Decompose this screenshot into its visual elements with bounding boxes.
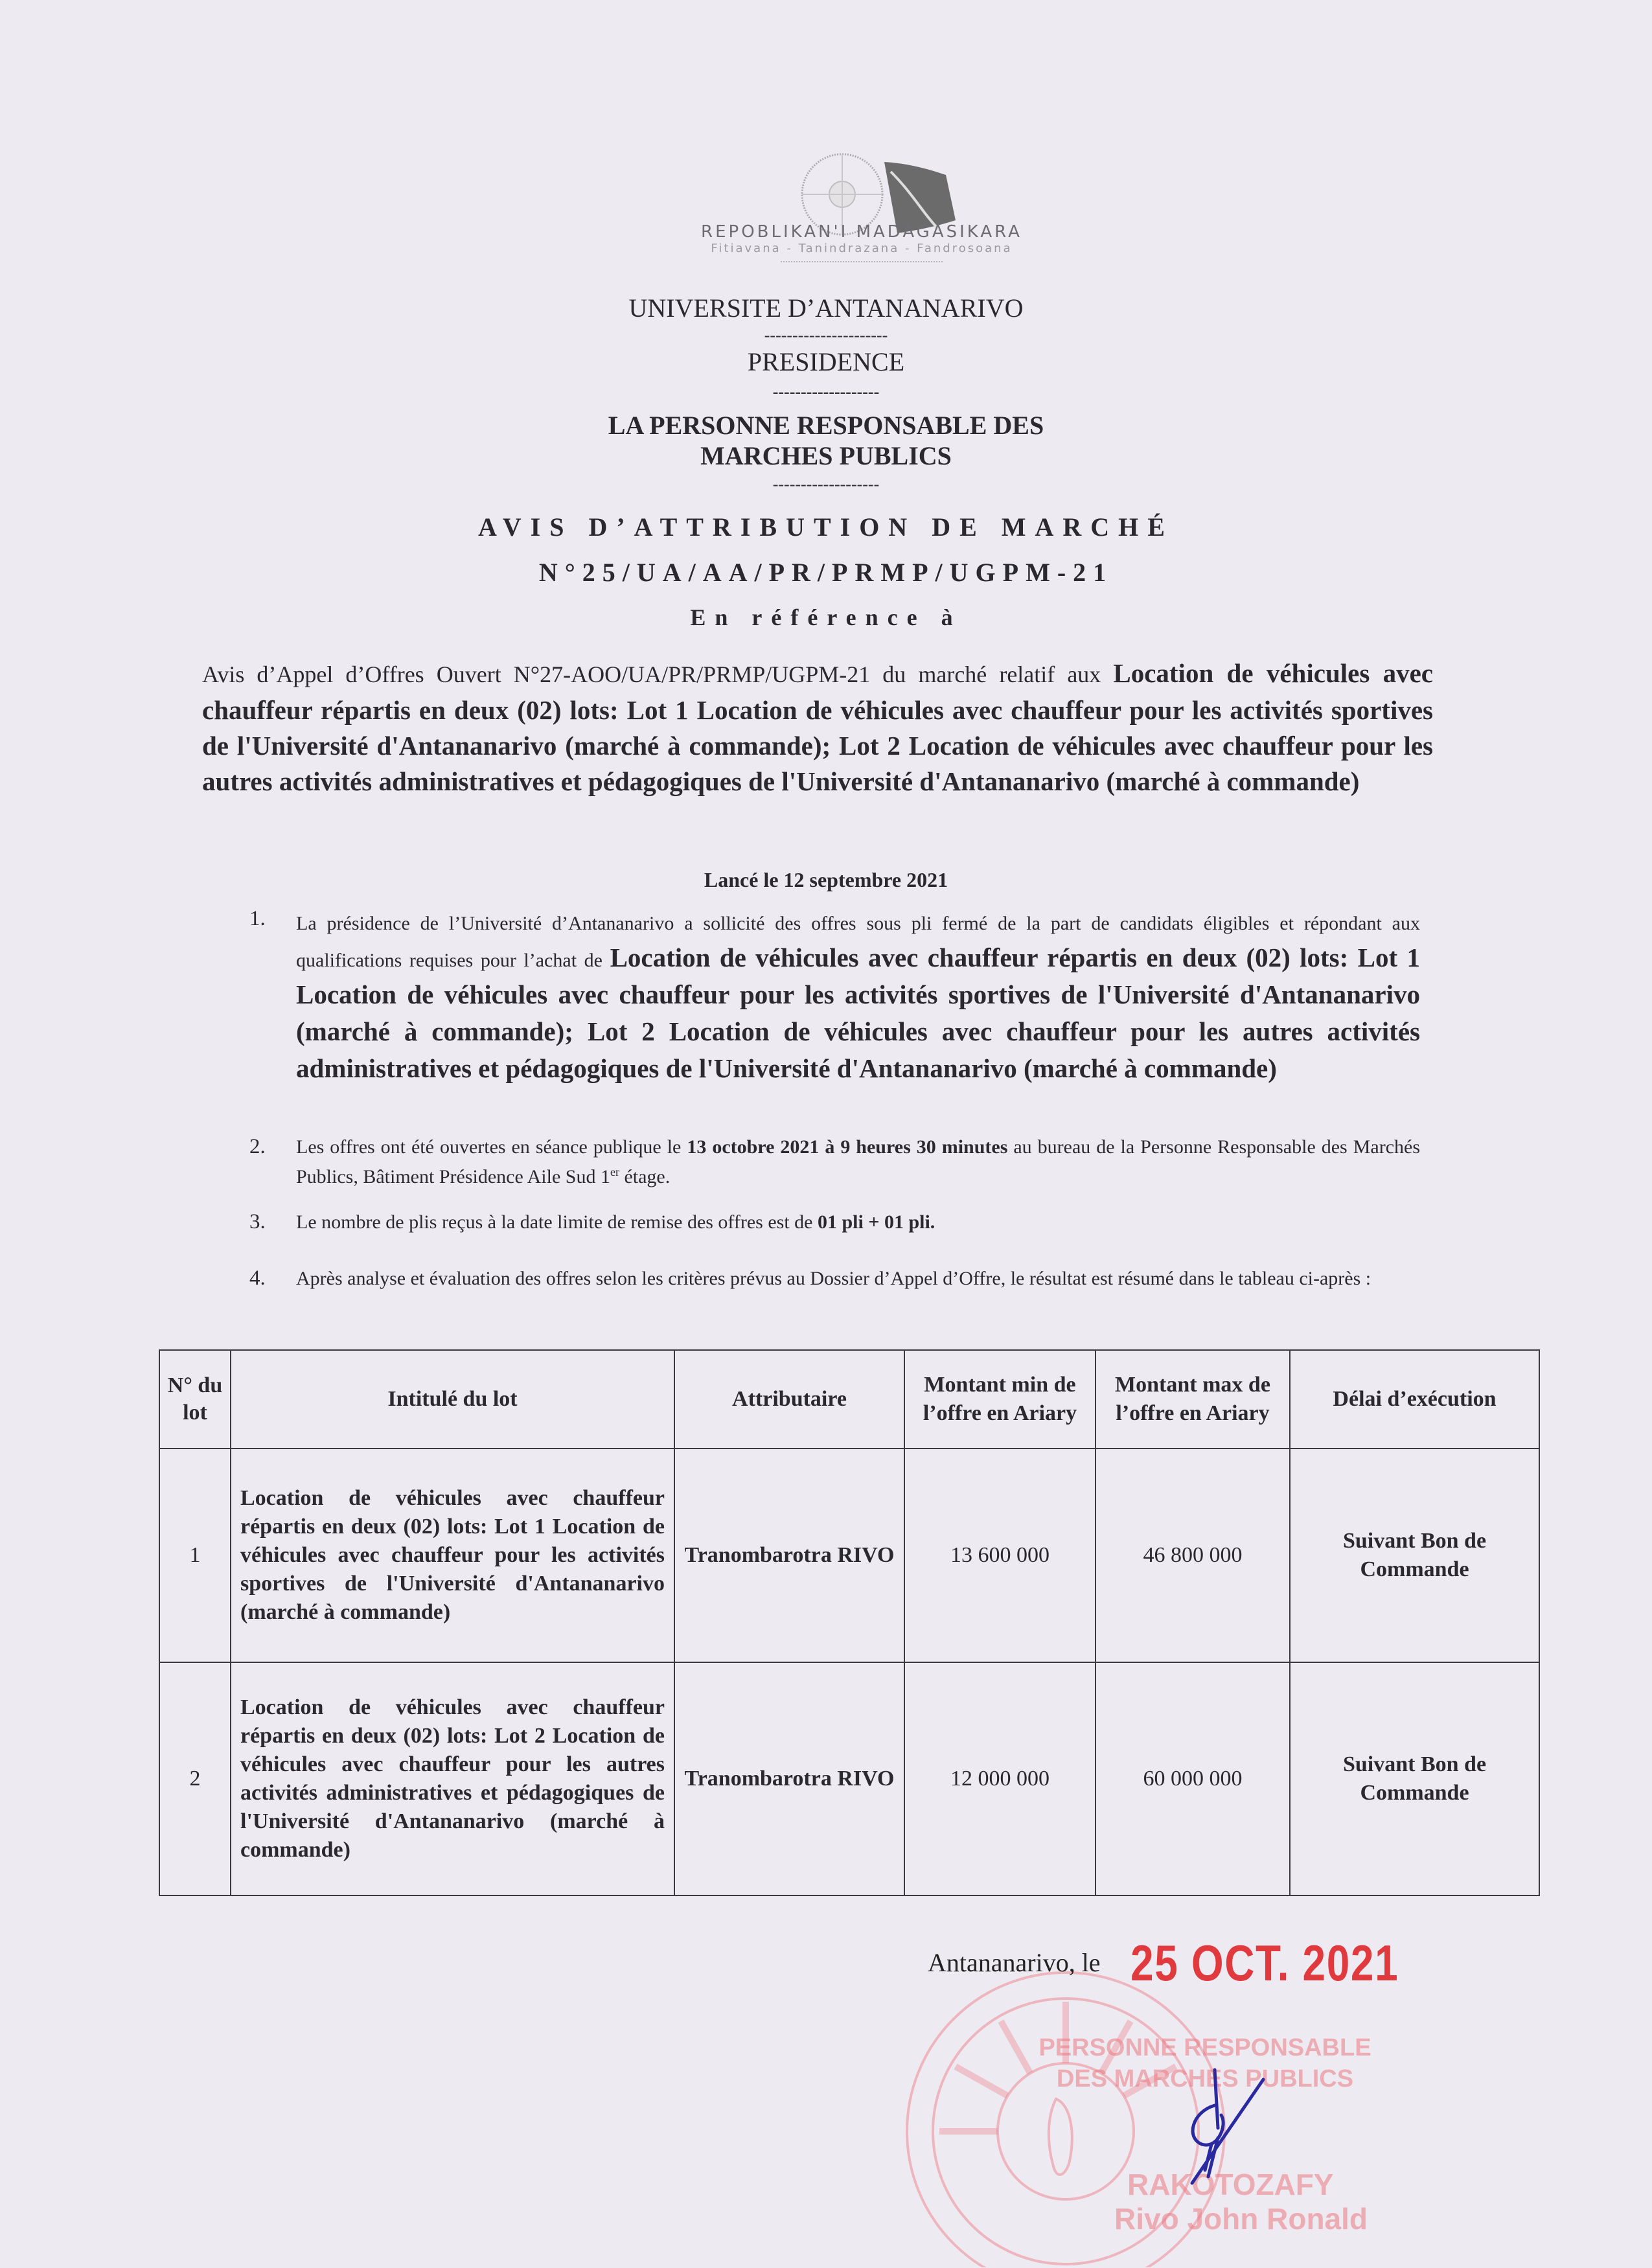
item-text	[296, 1135, 1420, 1189]
item-number: 3.	[249, 1210, 266, 1233]
header-lot-number: N° du lot	[159, 1350, 231, 1449]
separator: ----------------------	[764, 326, 888, 345]
separator: -------------------	[772, 475, 880, 494]
cell-max-amount: 46 800 000	[1096, 1449, 1290, 1662]
stamp-name-line-2: Rivo John Ronald	[1114, 2202, 1368, 2236]
item-text-a: Les offres ont été ouvertes en séance publique le	[296, 1136, 687, 1158]
stamp-name-line-1: RAKOTOZAFY	[1127, 2168, 1334, 2201]
cell-lot-number: 2	[159, 1662, 231, 1896]
table-row	[159, 1662, 1539, 1896]
department-name: PRESIDENCE	[747, 347, 905, 376]
cell-max-amount: 60 000 000	[1096, 1662, 1290, 1896]
reference-label: En référence à	[690, 604, 962, 630]
cell-min-amount: 12 000 000	[904, 1662, 1096, 1896]
notice-title: AVIS D’ATTRIBUTION DE MARCHÉ	[478, 512, 1174, 542]
intro-paragraph	[202, 656, 1433, 799]
table-row	[159, 1449, 1539, 1662]
item-text	[296, 1210, 1420, 1235]
header-max-amount: Montant max de l’offre en Ariary	[1096, 1350, 1290, 1449]
intro-lead: Avis d’Appel d’Offres Ouvert N°27-AOO/UA/PR/PRMP/UGPM-21 du marché relatif aux	[202, 661, 1114, 687]
signing-place-label: Antananarivo, le	[928, 1948, 1101, 1977]
date-stamp: 25 OCT. 2021	[1130, 1934, 1399, 1991]
notice-number: N°25/UA/AA/PR/PRMP/UGPM-21	[538, 558, 1114, 587]
item-number: 4.	[249, 1266, 266, 1290]
stamp-title-line-1: PERSONNE RESPONSABLE	[1038, 2034, 1371, 2061]
item-number: 2.	[249, 1135, 266, 1158]
item-text: Après analyse et évaluation des offres selon les critères prévus au Dossier d’Appel d’Offre, le résultat est résumé dans le tableau ci-après :	[296, 1268, 1371, 1289]
item-text-bold: 13 octobre 2021 à 9 heures 30 minutes	[687, 1136, 1008, 1158]
logo-caption-motto: Fitiavana - Tanindrazana - Fandrosoana	[711, 242, 1013, 255]
item-text-bold: 01 pli + 01 pli.	[818, 1211, 935, 1233]
cell-lot-title: Location de véhicules avec chauffeur répartis en deux (02) lots: Lot 2 Location de véhicules avec chauffeur pour les autres activités administratives et pédagogiques de l'Université d'Antananarivo (marché à commande)	[231, 1662, 674, 1896]
award-results-table	[159, 1349, 1540, 1896]
item-text	[296, 907, 1420, 1088]
item-text-a: Le nombre de plis reçus à la date limite de remise des offres est de	[296, 1211, 818, 1233]
item-text-lead: La présidence de l’Université d’Antananarivo a sollicité des offres sous pli fermé de la part de candidats éligibles et répondant aux qualifications requises pour l’achat de	[296, 913, 1420, 971]
separator: -------------------	[772, 382, 880, 401]
item-text-b: au bureau de la Personne Responsable des Marchés Publics, Bâtiment Présidence Aile Sud 1	[296, 1136, 1420, 1187]
authority-line-2: MARCHES PUBLICS	[700, 441, 952, 470]
header-lot-title: Intitulé du lot	[231, 1350, 674, 1449]
header-execution-delay: Délai d’exécution	[1290, 1350, 1539, 1449]
cell-min-amount: 13 600 000	[904, 1449, 1096, 1662]
header-min-amount: Montant min de l’offre en Ariary	[904, 1350, 1096, 1449]
cell-lot-number: 1	[159, 1449, 231, 1662]
item-text-bold: Location de véhicules avec chauffeur répartis en deux (02) lots: Lot 1 Location de véhicules avec chauffeur pour les activités sportives de l'Université d'Antananarivo (marché à commande); Lot 2 Location de véhicules avec chauffeur pour les autres activités administratives et pédagogiques de l'Université d'Antananarivo (marché à commande)	[296, 943, 1420, 1083]
intro-subject: Location de véhicules avec chauffeur répartis en deux (02) lots: Lot 1 Location de véhicules avec chauffeur pour les activités sportives de l'Université d'Antananarivo (marché à commande); Lot 2 Location de véhicules avec chauffeur pour les autres activités administratives et pédagogiques de l'Université d'Antananarivo (marché à commande)	[202, 658, 1433, 796]
institution-name: UNIVERSITE D’ANTANANARIVO	[628, 293, 1024, 323]
table-header-row	[159, 1350, 1539, 1449]
cell-awardee: Tranombarotra RIVO	[674, 1662, 904, 1896]
item-text-sup: er	[610, 1165, 619, 1178]
authority-line-1: LA PERSONNE RESPONSABLE DES	[608, 411, 1044, 440]
cell-lot-title: Location de véhicules avec chauffeur répartis en deux (02) lots: Lot 1 Location de véhicules avec chauffeur pour les activités sportives de l'Université d'Antananarivo (marché à commande)	[231, 1449, 674, 1662]
logo-caption-republic: REPOBLIKAN'I MADAGASIKARA	[701, 222, 1022, 242]
header-awardee: Attributaire	[674, 1350, 904, 1449]
cell-execution-delay: Suivant Bon de Commande	[1290, 1449, 1539, 1662]
item-text-c: étage.	[619, 1166, 671, 1187]
stamp-title-line-2: DES MARCHES PUBLICS	[1056, 2065, 1354, 2092]
item-number: 1.	[249, 907, 266, 930]
handwritten-signature	[1166, 2067, 1296, 2190]
cell-execution-delay: Suivant Bon de Commande	[1290, 1662, 1539, 1896]
launch-date: Lancé le 12 septembre 2021	[704, 868, 948, 891]
logo-divider	[781, 261, 943, 262]
cell-awardee: Tranombarotra RIVO	[674, 1449, 904, 1662]
